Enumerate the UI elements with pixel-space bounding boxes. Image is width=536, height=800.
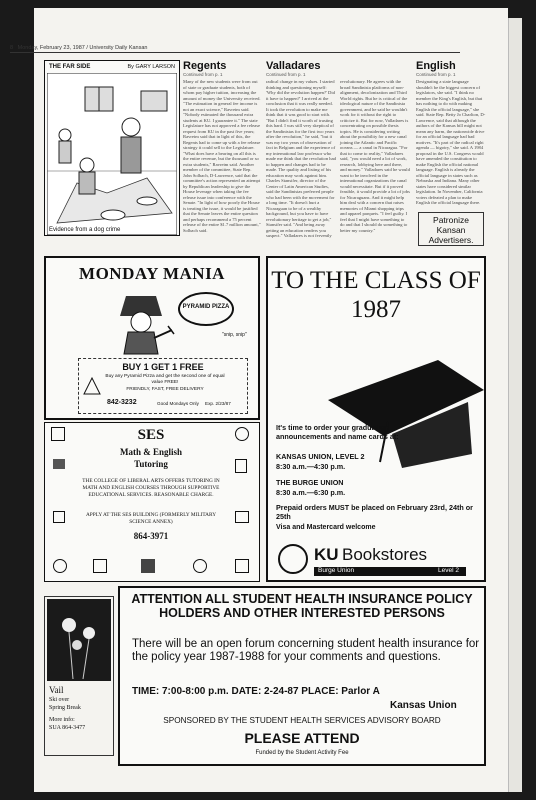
class-location-1: KANSAS UNION, LEVEL 2	[276, 452, 365, 461]
class-time-1: 8:30 a.m.—4:30 p.m.	[276, 462, 346, 471]
vail-phone: SUA 864-3477	[49, 725, 86, 731]
health-when: TIME: 7:00-8:00 p.m. DATE: 2-24-87 PLACE: Parlor A	[132, 686, 380, 697]
regents-article	[183, 60, 261, 252]
health-insurance-ad	[118, 586, 486, 766]
far-side-title: THE FAR SIDE	[49, 64, 91, 70]
vail-line-2: Spring Break	[49, 705, 81, 711]
health-body: There will be an open forum concerning student health insurance for the policy year 1987-1988 for your comments and questions.	[132, 638, 480, 663]
cartoon-drawing	[47, 73, 177, 235]
vail-info: More info:	[49, 717, 75, 723]
pencil-cup-icon	[93, 559, 107, 573]
monday-mania-ad	[44, 256, 260, 420]
student-icon	[53, 511, 65, 523]
health-funded: Funded by the Student Activity Fee	[255, 750, 349, 756]
hand-icon	[53, 459, 65, 469]
ses-tutoring-ad	[44, 422, 260, 582]
english-heading: English	[416, 60, 456, 72]
page-header	[10, 45, 460, 53]
far-side-byline: By GARY LARSON	[127, 64, 175, 70]
books-icon	[141, 559, 155, 573]
coupon-details: Buy any Pyramid Pizza and get the second one of equal value FREE!	[105, 374, 225, 385]
far-side-caption: Evidence from a dog crime	[49, 227, 121, 233]
vail-line-1: Ski over	[49, 697, 70, 703]
book-icon	[235, 459, 247, 473]
coupon-offer: BUY 1 GET 1 FREE	[122, 362, 204, 372]
ses-body: THE COLLEGE OF LIBERAL ARTS OFFERS TUTORING IN MATH AND ENGLISH COURSES THROUGH SUPPORTIVE EDUCATIONAL SERVICES. REASONABLE CHARGE.	[82, 478, 220, 498]
class-of-1987-ad	[266, 256, 486, 582]
bookstores-level: Level 2	[438, 567, 459, 574]
pyramid-icon	[83, 377, 101, 395]
snip-bubble: "snip, snip"	[222, 332, 247, 338]
vail-ad	[44, 596, 114, 756]
far-side-cartoon	[44, 60, 180, 236]
class-visa: Visa and Mastercard welcome	[276, 524, 376, 531]
regents-heading: Regents	[183, 60, 227, 72]
monday-mania-title: MONDAY MANIA	[79, 264, 225, 283]
class-intro: It's time to order your graduation announcements and name cards at:	[276, 423, 399, 441]
ses-subtitle: Math & English	[119, 447, 182, 457]
regents-body: Many of the new students were from out of state or graduate students, both of whom pay higher tuition, increasing the amount of money the University received. "The estimation in general fee income is not an exact science," Ravreim said. "Nobody estimated the thousand extra students at KU. I guarantee it." The state Legislature has not approved a fee release request from KU in the past five years; Ravreim said that in light of this, the Regents had to come up with a fee release strategy it could sell to the Legislature. "What does have a bearing on all this is the entire revenue, but the thousand or so extra students," Ravreim said. Another member of the committee, State Rep. John Solbach, D-Lawrence, said that the committee's action represented an attempt by Republican leadership to give the House leverage when taking the fee release issue into conference with the Senate. "In light of how poorly the House is treating the issue, it would be justified that the Senate leaves the entire question and perhaps recommend a 75 percent release of the entire $1.7 million amount," Solbach said.	[183, 79, 261, 233]
jayhawk-logo-icon	[278, 544, 308, 574]
valladares-body: radical change in my values. I started thinking and questioning myself: 'Why did the revolution happen?' Did it have to happen?' I arrived at the conclusion that it was really needed. It took the revolution to make me think that it was good to start with. "But I didn't find it worth of trusting this hard. I was still very skeptical of the Sandinistas for the first two years after the revolution," he said, "but it was my two years of observation of fact in Belgium and the experience of my international law professor who made me think that the revolution had to happen and changes had to be made. The quality and listing of his education may work against him. Charles Stansifer, director of the Center of Latin American Studies, said the Sandinistas preferred people who had been with the movement for a long time. "It doesn't hurt a Nicaraguan to be of a wealthy background, but you have to have revolutionary heritage to get a job," Stansifer said. "And being away getting an education renders you suspect." Valladares is not fervently revolutionary. He agrees with the broad Sandinista platforms of non-alignment, decolonization and Third World rights. But he is critical of the ideological nature of the Sandinista government, and he said he wouldn't work for it without the right to criticize it. But for now, Valladares is concentrating on possible thesis topics. He is considering writing about the possibility for a new canal joining the Atlantic and Pacific oceans — a canal in Nicaragua. "For that to come to reality," Valladares said, "you would need a lot of work, research, lobbying here and there, and money." Valladares said he would want to be involved in the international organizations the canal would necessitate. But if it proved feasible, it would provide a lot of jobs for Nicaraguans. And it might help him deal with a concern that raises memories of Miami shopping trips and apparel parquets. "I feel guilty. I feel that I might have something to do and that I should do something to better my country."	[266, 79, 410, 238]
valladares-article	[266, 60, 410, 252]
coupon	[78, 358, 248, 414]
page-number: 8	[10, 45, 14, 51]
health-headline: ATTENTION ALL STUDENT HEALTH INSURANCE POLICY HOLDERS AND OTHER INTERESTED PERSONS	[131, 592, 473, 620]
ses-apply: APPLY AT THE SES BUILDING (FORMERLY MILITARY SCIENCE ANNEX)	[85, 512, 217, 525]
ses-subtitle-2: Tutoring	[134, 459, 168, 469]
coupon-phone: 842-3232	[107, 399, 137, 406]
coupon-exp: Exp. 2/23/87	[205, 401, 231, 406]
valladares-continued: Continued from p. 1	[266, 72, 306, 77]
flower-illustration	[47, 599, 111, 681]
bookstores-burge: Burge Union	[318, 567, 355, 574]
valladares-heading: Valladares	[266, 60, 321, 72]
lightbulb-icon	[53, 559, 67, 573]
english-continued: Continued from p. 1	[416, 72, 456, 77]
class-time-2: 8:30 a.m.—6:30 p.m.	[276, 488, 346, 497]
date-line: Monday, February 23, 1987 / University Daily Kansan	[17, 45, 148, 51]
english-body: Designating a state language shouldn't be the biggest concern of legislators, she said. "I think no member the King's English, but that has nothing to do with making English the official language," she said. State Rep. Betty Jo Charlton, D-Lawrence, said that although the authors of the Kansas bill might not mean any harm, the nationwide drive for an official language had bad motives. "It's part of the radical right agenda — bigotry," she said. A 1984 proposal in the U.S. Congress would have amended the constitution to make English the official national language. English is already the official language in states such as Nebraska and Indiana. Many other states have considered similar legislation. In November, California voters defeated a plan to make English the official language there.	[416, 79, 486, 205]
apple-icon	[235, 559, 249, 573]
coupon-valid: Good Mondays Only	[157, 401, 199, 406]
page-edge	[508, 18, 522, 792]
schoolhouse-icon	[51, 427, 65, 441]
bookstores-brand-ku: KU	[314, 545, 339, 564]
tutor-icon	[193, 559, 207, 573]
class-location-2: THE BURGE UNION	[276, 478, 344, 487]
ses-title: SES	[137, 427, 165, 443]
globe-icon	[235, 427, 249, 441]
class-prepaid: Prepaid orders MUST be placed on February 23rd, 24th or 25th	[276, 503, 473, 521]
calculator-icon	[235, 511, 249, 523]
regents-continued: Continued from p. 1	[183, 72, 223, 77]
bookstores-brand-name: Bookstores	[342, 545, 428, 564]
patronize-ad: Patronize Kansan Advertisers.	[418, 212, 484, 246]
health-where: Kansas Union	[390, 700, 457, 711]
vail-name: Vail	[49, 685, 64, 695]
ses-phone: 864-3971	[133, 531, 169, 541]
pharaoh-illustration	[106, 286, 176, 356]
health-sponsor: SPONSORED BY THE STUDENT HEALTH SERVICES ADVISORY BOARD	[163, 716, 441, 725]
class-headline: TO THE CLASS OF 1987	[271, 267, 481, 323]
english-article	[416, 60, 486, 210]
pyramid-pizza-logo: PYRAMID PIZZA	[178, 292, 234, 326]
health-attend: PLEASE ATTEND	[244, 730, 360, 746]
coupon-delivery: FRIENDLY, FAST, FREE DELIVERY	[126, 387, 204, 392]
